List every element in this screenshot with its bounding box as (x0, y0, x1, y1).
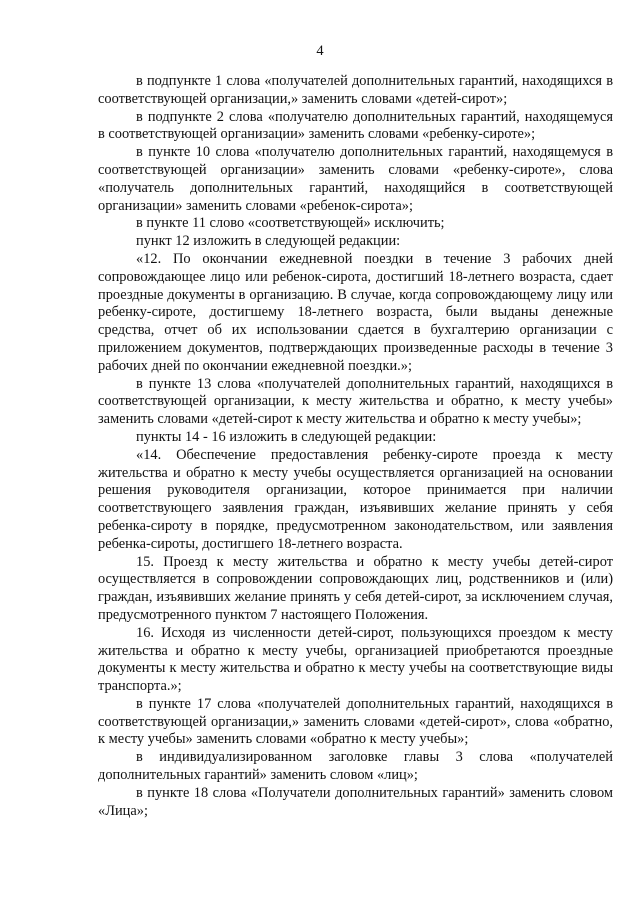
paragraph: в пункте 10 слова «получателю дополнительных гарантий, находящемуся в соответствующей организации» заменить словами «ребенку-сироте», слова «получатель дополнительных гарантий, находящийся в соответствующей организации» заменить словами «ребенок-сирота»; (98, 144, 613, 214)
paragraph: в подпункте 1 слова «получателей дополнительных гарантий, находящихся в соответствующей организации,» заменить словами «детей-сирот»; (98, 73, 613, 107)
page-number: 4 (316, 43, 324, 59)
document-body (98, 73, 613, 820)
paragraph: в пункте 11 слово «соответствующей» исключить; (136, 215, 445, 232)
paragraph: пункты 14 - 16 изложить в следующей редакции: (136, 428, 437, 445)
paragraph: «14. Обеспечение предоставления ребенку-сироте проезда к месту жительства и обратно к месту учебы осуществляется организацией на основании решения руководителя организации, которое принимается при наличии соответствующего заявления граждан, изъявивших желание принять у себя ребенка-сироту в порядке, предусмотренном законодательством, или заявления ребенка-сироты, достигшего 18-летнего возраста. (98, 446, 613, 552)
paragraph: в пункте 18 слова «Получатели дополнительных гарантий» заменить словом «Лица»; (98, 784, 613, 819)
paragraph: в подпункте 2 слова «получателю дополнительных гарантий, находящемуся в соответствующей организации» заменить словами «ребенку-сироте»; (98, 108, 613, 143)
paragraph: в индивидуализированном заголовке главы 3 слова «получателей дополнительных гарантий» заменить словом «лиц»; (98, 749, 613, 784)
paragraph: в пункте 13 слова «получателей дополнительных гарантий, находящихся в соответствующей организации, к месту жительства и обратно, к месту учебы» заменить словами «детей-сирот к месту жительства и обратно к месту учебы»; (98, 375, 613, 428)
paragraph: 16. Исходя из численности детей-сирот, пользующихся проездом к месту жительства и обратно к месту учебы, организацией приобретаются проездные документы к месту жительства и обратно к месту учебы на соответствующие виды транспорта.»; (98, 624, 613, 695)
paragraph: 15. Проезд к месту жительства и обратно к месту учебы детей-сирот осуществляется в сопровождении сопровождающих лиц, родственников и (или) граждан, изъявивших желание принять у себя детей-сирот, за исключением случая, предусмотренного пунктом 7 настоящего Положения. (98, 553, 613, 623)
paragraph: в пункте 17 слова «получателей дополнительных гарантий, находящихся в соответствующей организации,» заменить словами «детей-сирот», слова «обратно, к месту учебы» заменить словами «обратно к месту учебы»; (98, 695, 613, 748)
paragraph: пункт 12 изложить в следующей редакции: (136, 233, 401, 250)
paragraph: «12. По окончании ежедневной поездки в течение 3 рабочих дней сопровождающее лицо или ребенок-сирота, достигший 18-летнего возраста, сдает проездные документы в организацию. В случае, когда сопровождающему лицу или ребенку-сироте, достигшему 18-летнего возраста, были выданы денежные средства, отчет об их использовании сдается в бухгалтерию организации с приложением документов, подтверждающих произведенные расходы в течение 3 рабочих дней по окончании ежедневной поездки.»; (98, 250, 613, 374)
